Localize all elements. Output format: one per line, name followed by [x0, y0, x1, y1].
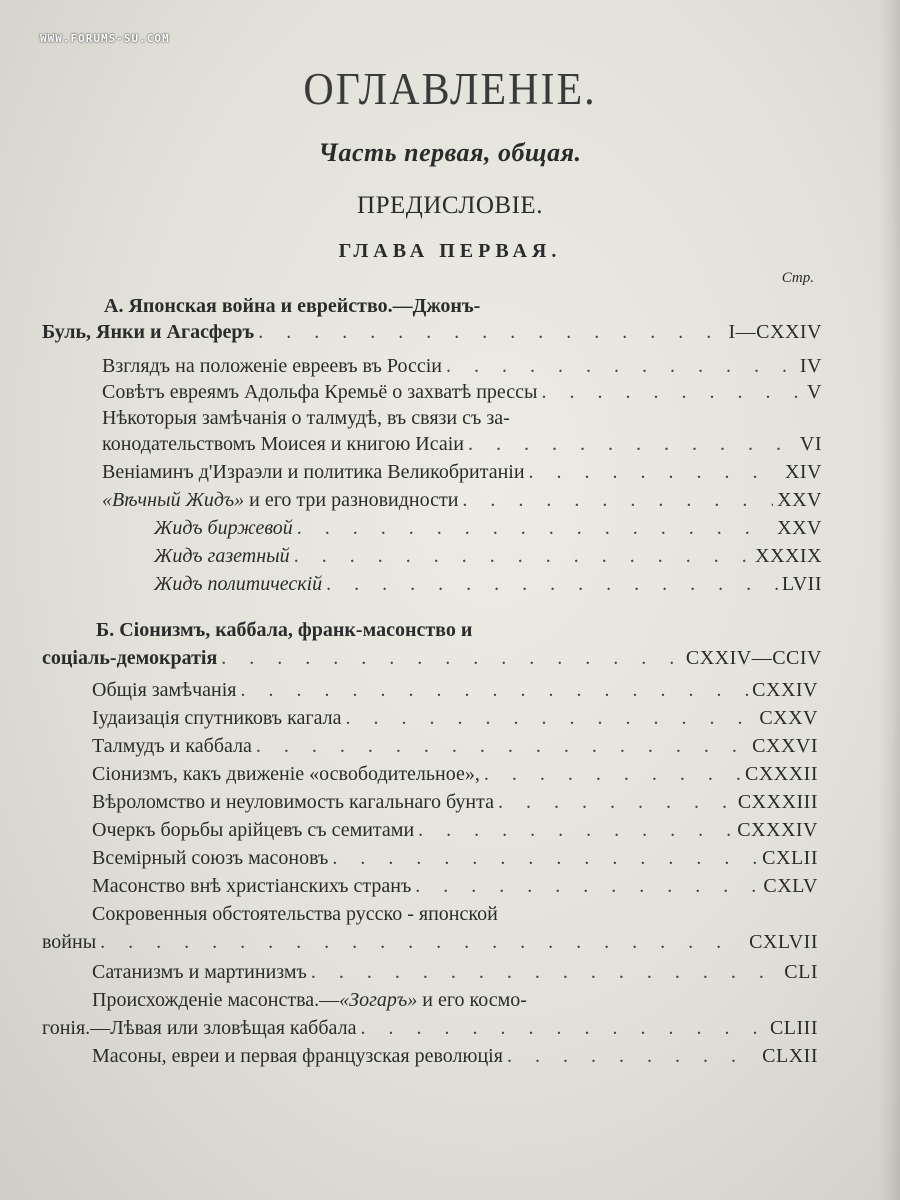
section-a-heading-text2: Буль, Янки и Агасферъ [42, 321, 255, 343]
leader-dots [326, 574, 778, 594]
toc-entry [92, 876, 818, 896]
toc-entry-page: CXXXIII [737, 791, 818, 813]
part-title: Часть первая, общая. [318, 138, 582, 167]
toc-entry-page: XIV [784, 461, 822, 483]
toc-entry-page: CXXXIV [737, 819, 818, 841]
toc-entry-title: Общiя замѣчанiя [92, 679, 237, 701]
toc-entry [102, 356, 822, 376]
toc-entry [154, 518, 822, 538]
toc-entry-title: Талмудъ и каббала [92, 735, 252, 757]
toc-entry [42, 932, 818, 952]
leader-dots [462, 490, 773, 510]
section-a-heading-line2 [42, 322, 822, 342]
toc-entry [102, 490, 822, 510]
leader-dots [256, 736, 748, 756]
toc-entry-line [92, 990, 527, 1010]
section-b-heading-line1: Б. Сiонизмъ, каббала, франк-масонство и [96, 619, 473, 641]
toc-entry-title: Взглядъ на положенiе евреевъ въ Россiи [102, 355, 442, 377]
toc-entry-title: Венiаминъ д'Израэли и политика Великобританiи [102, 461, 525, 483]
toc-entry-title: Жидъ биржевой [154, 517, 293, 539]
toc-entry-title: Iудаизацiя спутниковъ кагала [92, 707, 342, 729]
toc-entry-title: Масонство внѣ христiанскихъ странъ [92, 875, 412, 897]
toc-entry [102, 382, 822, 402]
toc-entry-title-rest: и его три разновидности [244, 489, 459, 511]
toc-entry-title-italic: «Зогаръ» [339, 989, 418, 1011]
toc-entry [102, 462, 822, 482]
toc-entry-page: CXLV [763, 875, 818, 897]
section-b-pages: CXXIV—CCIV [685, 647, 822, 669]
section-a-pages: I—CXXIV [728, 321, 822, 343]
toc-entry [154, 546, 822, 566]
toc-entry-page: CXXXII [745, 763, 818, 785]
toc-entry-page: CLXII [762, 1045, 818, 1067]
leader-dots [258, 322, 724, 342]
leader-dots [346, 708, 756, 728]
preface-heading: ПРЕДИСЛОВIЕ. [357, 192, 543, 219]
toc-entry-title: Всемiрный союзъ масоновъ [92, 847, 329, 869]
toc-entry-title: конодательствомъ Моисея и книгою Исаiи [102, 433, 464, 455]
toc-entry-title: войны [42, 931, 97, 953]
toc-entry-page: VI [799, 433, 822, 455]
leader-dots [541, 382, 803, 402]
page-column-label: Стр. [781, 270, 814, 286]
leader-dots [360, 1018, 766, 1038]
toc-entry [92, 680, 818, 700]
toc-entry-page: CXXIV [752, 679, 818, 701]
toc-entry [92, 848, 818, 868]
toc-entry-page: CXXV [759, 707, 818, 729]
section-b-heading-text2: соцiаль-демократiя [42, 647, 218, 669]
toc-entry-title-italic: «Вѣчный Жидъ» [102, 489, 245, 511]
section-a-heading-text: А. Японская война и еврейство.—Джонъ- [104, 295, 481, 317]
toc-entry-title-rest: и его космо- [417, 989, 527, 1011]
toc-entry-page: CXXVI [752, 735, 818, 757]
leader-dots [446, 356, 796, 376]
toc-title: ОГЛАВЛЕНIЕ. [303, 65, 597, 115]
toc-entry-title: Сiонизмъ, какъ движенiе «освободительное», [92, 763, 480, 785]
toc-entry [92, 764, 818, 784]
toc-entry-title: Масоны, евреи и первая французская революцiя [92, 1045, 503, 1067]
leader-dots [297, 518, 773, 538]
section-b-heading-line2 [42, 648, 822, 668]
toc-entry [92, 708, 818, 728]
chapter-heading: ГЛАВА ПЕРВАЯ. [338, 240, 562, 262]
toc-entry-title-pre: Происхожденiе масонства.— [92, 989, 340, 1011]
toc-entry-page: CXLVII [749, 931, 818, 953]
leader-dots [294, 546, 751, 566]
toc-entry [92, 962, 818, 982]
leader-dots [415, 876, 759, 896]
toc-entry-page: V [807, 381, 822, 403]
toc-entry-title: гонiя.—Лѣвая или зловѣщая каббала [42, 1017, 357, 1039]
toc-entry [42, 1018, 818, 1038]
toc-entry-page: IV [799, 355, 822, 377]
leader-dots [332, 848, 758, 868]
leader-dots [311, 962, 780, 982]
site-watermark: WWW.FORUMS-SU.COM [40, 32, 170, 45]
toc-entry [92, 820, 818, 840]
leader-dots [418, 820, 733, 840]
toc-entry-page: XXV [777, 489, 822, 511]
leader-dots [484, 764, 741, 784]
toc-entry-title: Жидъ газетный [154, 545, 290, 567]
toc-entry-line: Сокровенныя обстоятельства русско - японской [92, 903, 498, 925]
toc-entry-title: Сатанизмъ и мартинизмъ [92, 961, 307, 983]
toc-entry-page: CXLII [762, 847, 818, 869]
leader-dots [100, 932, 745, 952]
leader-dots [221, 648, 682, 668]
toc-entry-page: CLIII [769, 1017, 818, 1039]
toc-entry [92, 1046, 818, 1066]
toc-entry [154, 574, 822, 594]
toc-entry-title: Жидъ политическiй [154, 573, 323, 595]
toc-entry-title [102, 490, 458, 510]
toc-entry-line: Нѣкоторыя замѣчанiя о талмудѣ, въ связи съ за- [102, 407, 510, 429]
toc-entry [92, 792, 818, 812]
leader-dots [240, 680, 748, 700]
leader-dots [529, 462, 781, 482]
leader-dots [507, 1046, 758, 1066]
toc-entry [102, 434, 822, 454]
leader-dots [498, 792, 734, 812]
toc-entry-title: Совѣтъ евреямъ Адольфа Кремьё о захватѣ прессы [102, 381, 538, 403]
toc-entry-title: Очеркъ борьбы арiйцевъ съ семитами [92, 819, 415, 841]
toc-entry-page: LVII [781, 573, 822, 595]
toc-entry [92, 736, 818, 756]
toc-entry-page: XXXIX [755, 545, 822, 567]
leader-dots [468, 434, 796, 454]
section-a-heading-line1 [104, 296, 660, 316]
toc-entry-title: Вѣроломство и неуловимость кагальнаго бунта [92, 791, 494, 813]
toc-entry-page: XXV [777, 517, 822, 539]
toc-entry-page: CLI [784, 961, 818, 983]
